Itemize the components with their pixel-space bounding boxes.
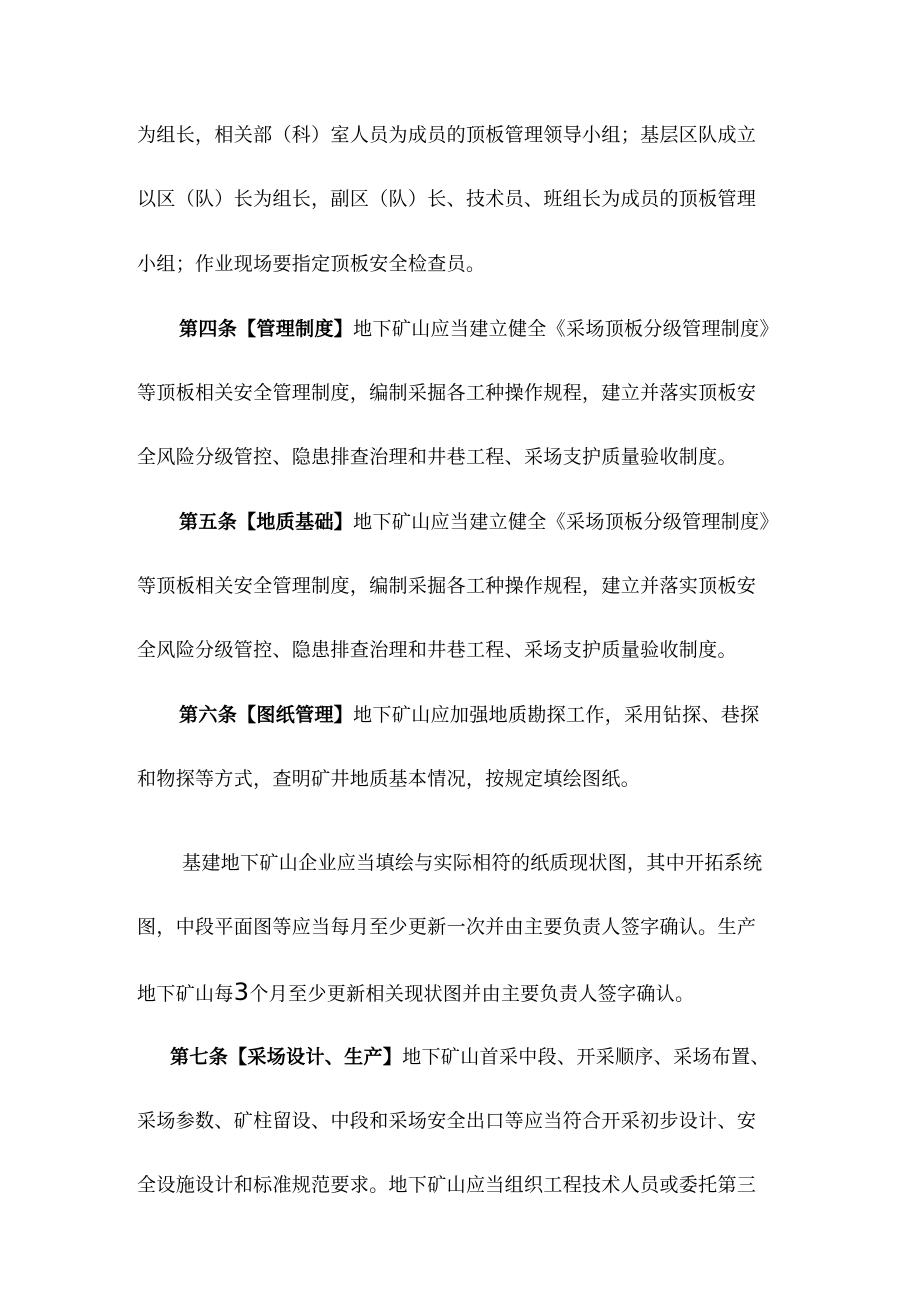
body-text-line: 全风险分级管控、隐患排查治理和井巷工程、采场支护质量验收制度。 xyxy=(137,639,737,661)
body-text-line: 为组长，相关部（科）室人员为成员的顶板管理领导小组；基层区队成立 xyxy=(137,124,757,146)
body-text-line: 以区（队）长为组长，副区（队）长、技术员、班组长为成员的顶板管理 xyxy=(137,188,757,210)
body-text-line: 和物探等方式，查明矿井地质基本情况，按规定填绘图纸。 xyxy=(137,768,641,790)
body-text-line: 基建地下矿山企业应当填绘与实际相符的纸质现状图，其中开拓系统 xyxy=(182,852,763,874)
body-text-line: 图，中段平面图等应当每月至少更新一次并由主要负责人签字确认。生产 xyxy=(137,916,757,938)
article-title: 第四条【管理制度】 xyxy=(179,318,354,340)
text-segment: 地下矿山每 xyxy=(137,983,234,1005)
article-title: 第七条【采场设计、生产】 xyxy=(170,1046,403,1068)
number-three: 3 xyxy=(233,978,250,1006)
body-text-line: 采场参数、矿柱留设、中段和采场安全出口等应当符合开采初步设计、安 xyxy=(137,1110,757,1132)
body-text-line: 等顶板相关安全管理制度，编制采掘各工种操作规程，建立并落实顶板安 xyxy=(137,382,757,404)
body-text-line: 小组；作业现场要指定顶板安全检查员。 xyxy=(137,253,486,275)
article-text: 地下矿山应当建立健全《采场顶板分级管理制度》 xyxy=(353,318,779,340)
article-text: 地下矿山应加强地质勘探工作，采用钻探、巷探 xyxy=(353,704,760,726)
body-text-line xyxy=(137,980,920,1006)
article-7-heading-line xyxy=(170,1045,920,1069)
article-text: 地下矿山应当建立健全《采场顶板分级管理制度》 xyxy=(353,511,779,533)
body-text-line: 全设施设计和标准规范要求。地下矿山应当组织工程技术人员或委托第三 xyxy=(137,1174,757,1196)
article-title: 第六条【图纸管理】 xyxy=(179,704,354,726)
body-text-line: 等顶板相关安全管理制度，编制采掘各工种操作规程，建立并落实顶板安 xyxy=(137,575,757,597)
article-text: 地下矿山首采中段、开采顺序、采场布置、 xyxy=(402,1046,770,1068)
body-text-line: 全风险分级管控、隐患排查治理和井巷工程、采场支护质量验收制度。 xyxy=(137,446,737,468)
article-4-heading-line xyxy=(179,317,920,341)
article-title: 第五条【地质基础】 xyxy=(179,511,354,533)
article-5-heading-line xyxy=(179,510,920,534)
article-6-heading-line xyxy=(179,703,920,727)
text-segment: 个月至少更新相关现状图并由主要负责人签字确认。 xyxy=(249,983,695,1005)
